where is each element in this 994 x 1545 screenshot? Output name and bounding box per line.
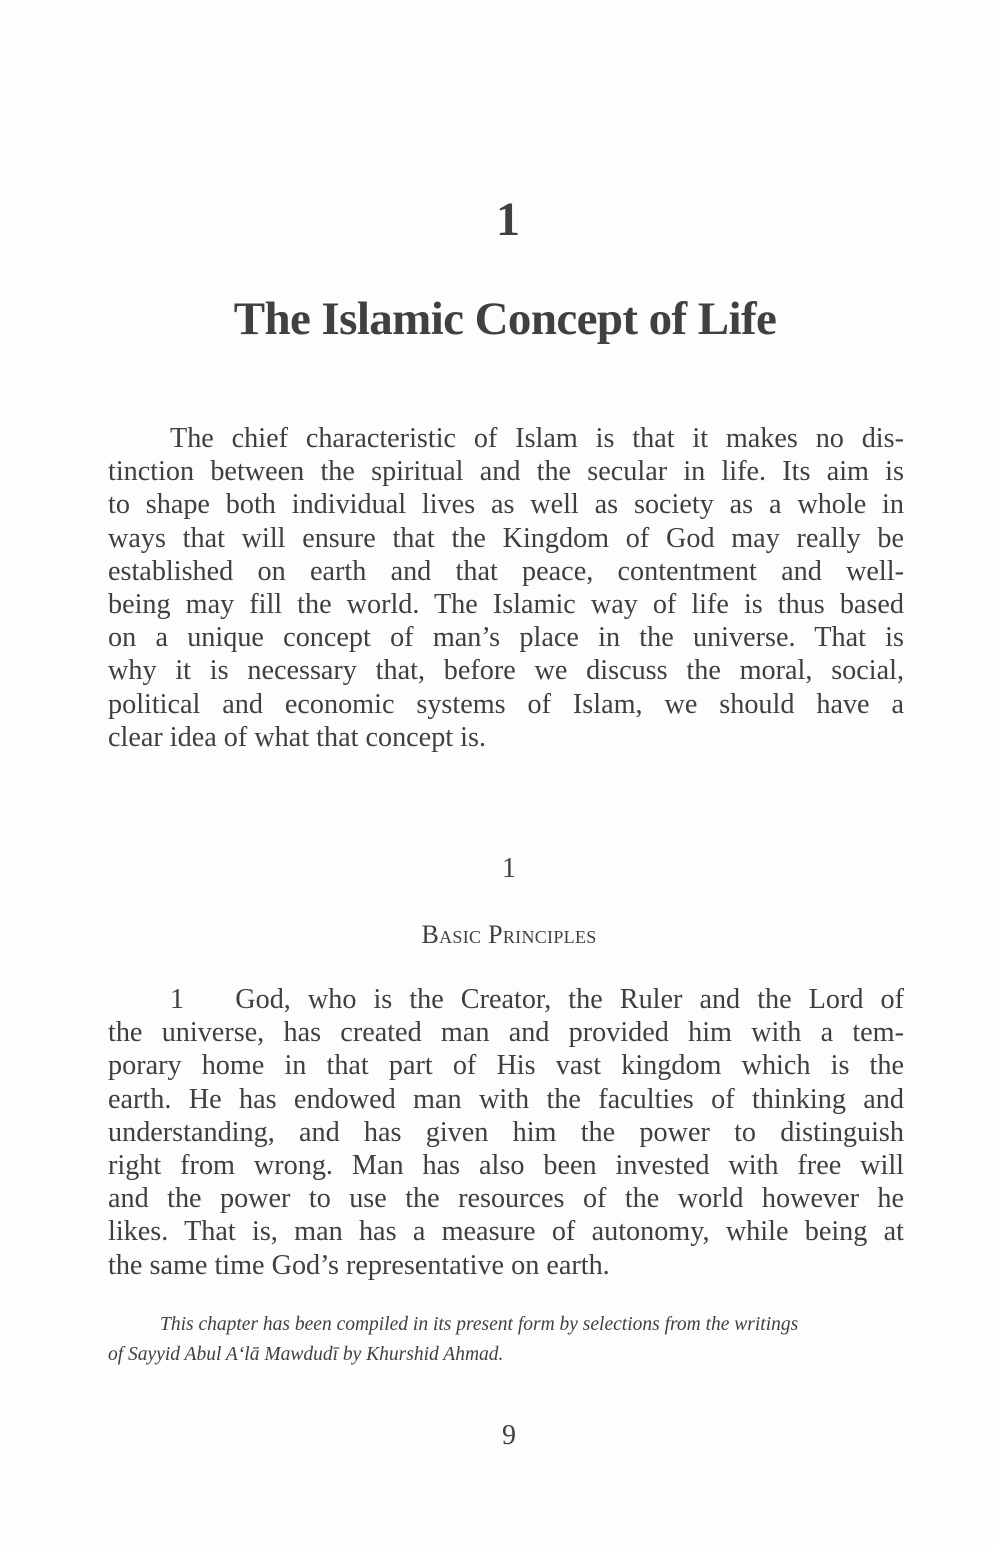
paragraph-line: to shape both individual lives as well as society as a whole in xyxy=(108,489,904,521)
paragraph-line: porary home in that part of His vast kingdom which is the xyxy=(108,1050,904,1082)
section-heading: Basic Principles xyxy=(421,920,597,949)
paragraph-line: why it is necessary that, before we discuss the moral, social, xyxy=(108,655,904,687)
intro-paragraph xyxy=(108,422,904,754)
footnote-line: of Sayyid Abul A‘lā Mawdudī by Khurshid Ahmad. xyxy=(108,1344,504,1365)
paragraph-line: the same time God’s representative on earth. xyxy=(108,1249,610,1281)
paragraph-line: tinction between the spiritual and the secular in life. Its aim is xyxy=(108,456,904,488)
paragraph-line: understanding, and has given him the power to distinguish xyxy=(108,1116,904,1148)
footnote-line: This chapter has been compiled in its present form by selections from the writings xyxy=(160,1314,799,1335)
paragraph-line: 1 God, who is the Creator, the Ruler and the Lord of xyxy=(170,984,904,1015)
principles-paragraph xyxy=(108,983,904,1282)
chapter-title: The Islamic Concept of Life xyxy=(233,293,777,345)
paragraph-line: ways that will ensure that the Kingdom of God may really be xyxy=(108,522,904,554)
paragraph-line: being may fill the world. The Islamic way of life is thus based xyxy=(108,589,904,621)
paragraph-line: clear idea of what that concept is. xyxy=(108,721,487,753)
paragraph-line: likes. That is, man has a measure of autonomy, while being at xyxy=(108,1216,904,1248)
page-number: 9 xyxy=(502,1420,516,1451)
footnote xyxy=(108,1310,908,1370)
paragraph-line: right from wrong. Man has also been invested with free will xyxy=(108,1150,904,1182)
section-number: 1 xyxy=(502,853,516,884)
paragraph-line: the universe, has created man and provided him with a tem- xyxy=(108,1017,904,1049)
paragraph-line: and the power to use the resources of the world however he xyxy=(108,1183,904,1215)
paragraph-line: The chief characteristic of Islam is that it makes no dis- xyxy=(170,423,904,454)
chapter-number: 1 xyxy=(496,193,520,246)
paragraph-line: on a unique concept of man’s place in the universe. That is xyxy=(108,622,904,654)
paragraph-line: earth. He has endowed man with the faculties of thinking and xyxy=(108,1083,904,1115)
paragraph-line: established on earth and that peace, contentment and well- xyxy=(108,555,904,587)
paragraph-line: political and economic systems of Islam, we should have a xyxy=(108,688,904,720)
